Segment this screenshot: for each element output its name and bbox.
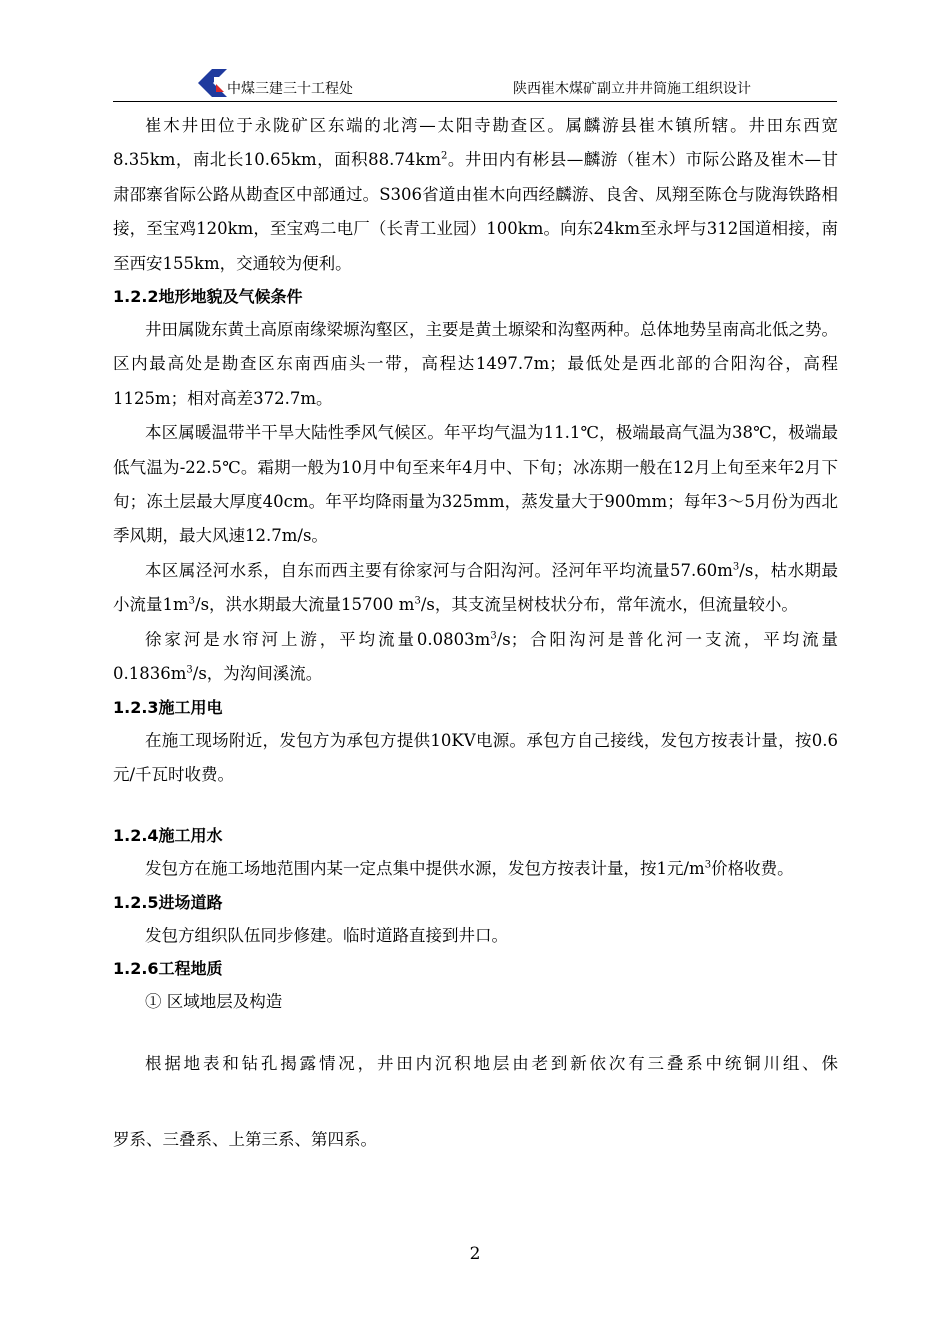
superscript: 3 (188, 595, 196, 607)
paragraph-text: /s，枯水期最小流量1m (113, 560, 838, 615)
superscript: 3 (186, 664, 193, 676)
header-company-name: 中煤三建三十工程处 (227, 81, 353, 97)
superscript: 3 (732, 561, 740, 573)
company-logo-icon (198, 68, 228, 98)
paragraph-text: /s，洪水期最大流量15700 m (195, 595, 415, 615)
paragraph-text: 崔木井田位于永陇矿区东端的北湾—太阳寺勘查区。属麟游县崔木镇所辖。井田东西宽8.35km，南北长10.65km，面积88.74km (113, 116, 838, 170)
section-heading-1-2-2: 1.2.2地形地貌及气候条件 (113, 287, 303, 307)
page-header (113, 64, 837, 102)
superscript: 3 (414, 595, 421, 607)
spacer (113, 792, 838, 820)
paragraph-text: 本区属泾河水系，自东而西主要有徐家河与合阳沟河。泾河年平均流量57.60m (145, 560, 733, 580)
section-heading-1-2-5: 1.2.5进场道路 (113, 892, 223, 912)
paragraph-river-system (113, 554, 838, 623)
paragraph-text: /s，为沟间溪流。 (192, 664, 323, 684)
paragraph-terrain: 井田属陇东黄土高原南缘梁塬沟壑区，主要是黄土塬梁和沟壑两种。总体地势呈南高北低之势。区内最高处是勘查区东南西庙头一带，高程达1497.7m；最低处是西北部的合阳沟谷，高程1125m；相对高差372.7m。 (113, 320, 838, 408)
paragraph-text: 。井田内有彬县—麟游（崔木）市际公路及崔木—甘肃邵寨省际公路从勘查区中部通过。S306省道由崔木向西经麟游、良舍、凤翔至陈仓与陇海铁路相接，至宝鸡120km，至宝鸡二电厂（长青工业园）100km。向东24km至永坪与312国道相接，南至西安155km，交通较为便利。 (113, 150, 838, 273)
paragraph-text: 价格收费。 (711, 859, 794, 879)
superscript: 2 (441, 150, 448, 162)
paragraph-water (113, 852, 838, 886)
paragraph-text: 发包方在施工场地范围内某一定点集中提供水源，发包方按表计量，按1元/m (145, 859, 705, 879)
superscript: 3 (704, 859, 712, 871)
superscript: 3 (490, 630, 497, 642)
paragraph-tributaries (113, 623, 838, 692)
paragraph-power: 在施工现场附近，发包方为承包方提供10KV电源。承包方自己接线，发包方按表计量，按0.6元/千瓦时收费。 (113, 730, 838, 784)
paragraph-text: /s，其支流呈树枝状分布，常年流水，但流量较小。 (420, 595, 798, 615)
paragraph-text: /s；合阳沟河是普化河一支流，平均流量0.1836m (113, 629, 838, 684)
spacer (113, 1081, 838, 1123)
paragraph-location (113, 109, 838, 281)
spacer (113, 1020, 838, 1047)
section-heading-1-2-4: 1.2.4施工用水 (113, 826, 223, 846)
section-heading-1-2-6: 1.2.6工程地质 (113, 959, 223, 979)
section-heading-1-2-3: 1.2.3施工用电 (113, 697, 223, 717)
paragraph-road: 发包方组织队伍同步修建。临时道路直接到井口。 (145, 925, 508, 945)
document-body (113, 109, 838, 1157)
paragraph-strata-line1: 根据地表和钻孔揭露情况，井田内沉积地层由老到新依次有三叠系中统铜川组、侏 (145, 1053, 838, 1073)
paragraph-text: 徐家河是水帘河上游，平均流量0.0803m (145, 629, 491, 649)
paragraph-strata-line2: 罗系、三叠系、上第三系、第四系。 (113, 1129, 377, 1149)
page-number: 2 (469, 1244, 481, 1264)
header-divider (113, 101, 837, 102)
header-document-title: 陕西崔木煤矿副立井井筒施工组织设计 (513, 81, 751, 97)
paragraph-climate: 本区属暖温带半干旱大陆性季风气候区。年平均气温为11.1℃，极端最高气温为38℃，极端最低气温为-22.5℃。霜期一般为10月中旬至来年4月中、下旬；冰冻期一般在12月上旬至来年2月下旬；冻土层最大厚度40cm。年平均降雨量为325mm，蒸发量大于900mm；每年3～5月份为西北季风期，最大风速12.7m/s。 (113, 423, 838, 546)
list-item-region-strata: ① 区域地层及构造 (145, 992, 283, 1012)
